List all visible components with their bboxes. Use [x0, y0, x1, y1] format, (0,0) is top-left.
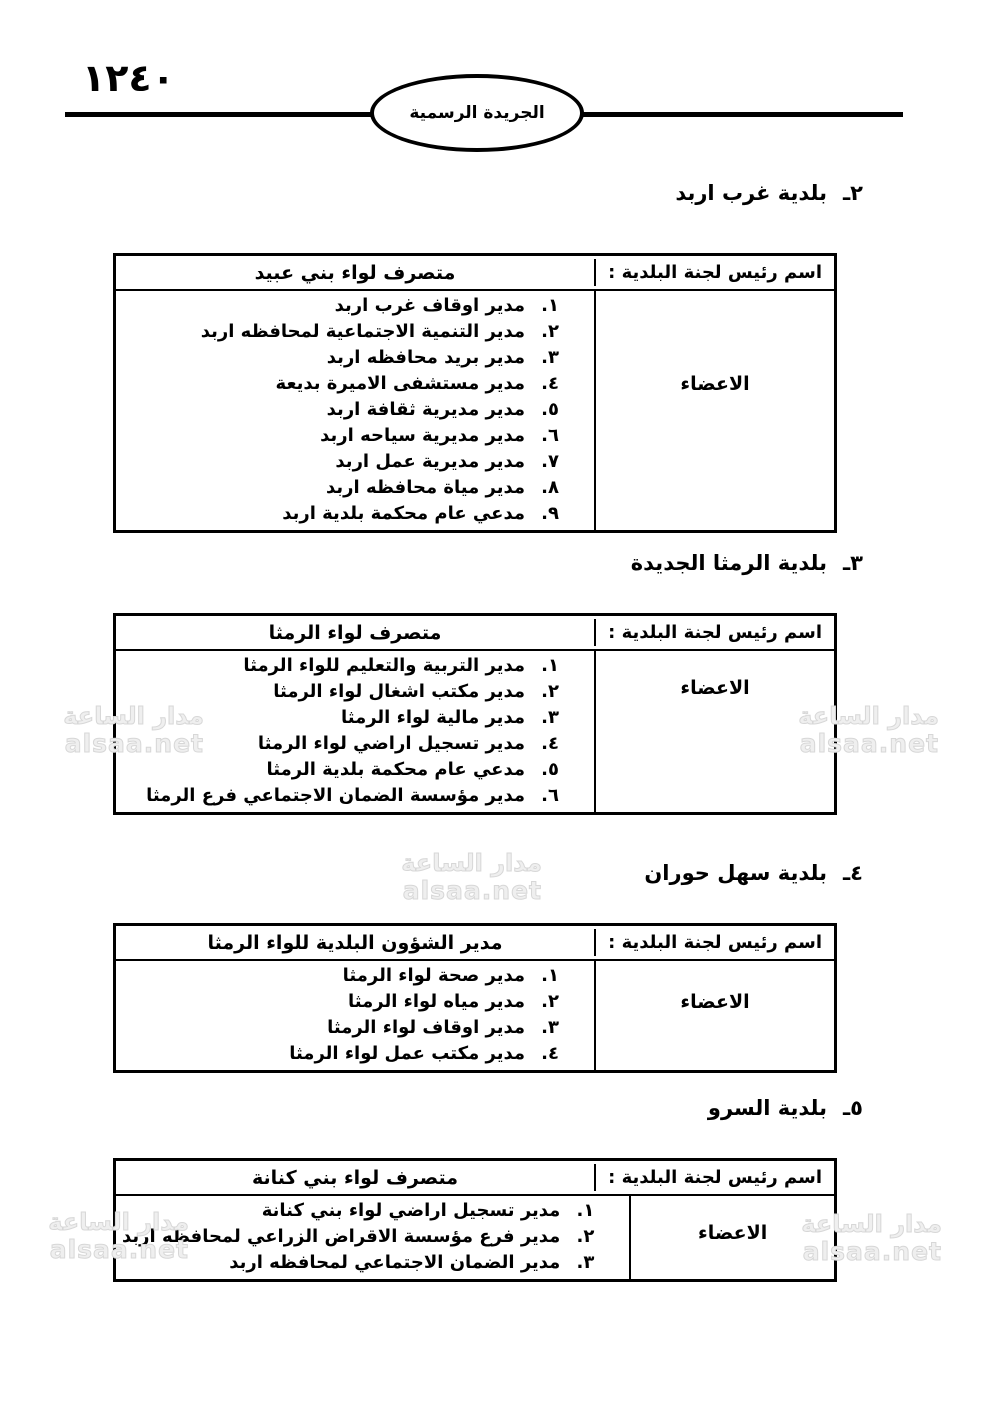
- watermark: مدار الساعة alsaa.net: [801, 1210, 942, 1266]
- watermark: مدار الساعة alsaa.net: [48, 1208, 189, 1264]
- member-text: مدير التربية والتعليم للواء الرمثا: [243, 655, 525, 676]
- section-number: ٣ـ: [842, 551, 863, 575]
- section-heading-ramtha-jadida: [631, 551, 863, 575]
- member-item: [122, 449, 559, 475]
- member-text: مدير مالية لواء الرمثا: [340, 707, 525, 728]
- member-item: [122, 679, 559, 705]
- table-body-row: [116, 1196, 834, 1279]
- chairman-value: متصرف لواء الرمثا: [268, 621, 442, 644]
- member-number: ٦.: [541, 785, 559, 806]
- member-item: [122, 345, 559, 371]
- member-number: ٤.: [541, 1043, 559, 1064]
- member-text: مدير مياه لواء الرمثا: [348, 991, 525, 1012]
- members-label: الاعضاء: [594, 961, 834, 1070]
- chairman-value: مدير الشؤون البلدية للواء الرمثا: [207, 931, 503, 954]
- table-ramtha-jadida: [113, 613, 837, 815]
- member-number: ٢.: [541, 991, 559, 1012]
- member-number: ٤.: [541, 373, 559, 394]
- member-text: مدير تسجيل اراضي لواء الرمثا: [257, 733, 525, 754]
- member-item: [122, 1224, 594, 1250]
- chairman-label: اسم رئيس لجنة البلدية :: [594, 929, 834, 956]
- table-body-row: [116, 961, 834, 1070]
- section-title: بلدية الرمثا الجديدة: [630, 551, 827, 575]
- member-number: ٢.: [541, 681, 559, 702]
- section-heading-west-irbid: [675, 181, 863, 205]
- table-header-row: [116, 926, 834, 961]
- member-number: ٧.: [541, 451, 559, 472]
- member-text: مدير فرع مؤسسة الاقراض الزراعي لمحافظه اربد: [122, 1226, 561, 1247]
- member-item: [122, 293, 559, 319]
- watermark: مدار الساعة alsaa.net: [401, 849, 542, 905]
- page-number: ١٢٤٠: [82, 56, 175, 100]
- section-number: ٥ـ: [842, 1096, 863, 1120]
- member-item: [122, 705, 559, 731]
- member-number: ٣.: [541, 707, 559, 728]
- chairman-label: اسم رئيس لجنة البلدية :: [594, 259, 834, 286]
- member-text: مدير تسجيل اراضي لواء بني كنانة: [261, 1200, 561, 1221]
- member-item: [122, 475, 559, 501]
- member-number: ١.: [541, 655, 559, 676]
- watermark: مدار الساعة alsaa.net: [798, 702, 939, 758]
- watermark: مدار الساعة alsaa.net: [63, 702, 204, 758]
- member-text: مدير صحة لواء الرمثا: [342, 965, 525, 986]
- member-text: مدعي عام محكمة بلدية اربد: [282, 503, 525, 524]
- member-item: [122, 423, 559, 449]
- section-heading-saro: [708, 1096, 863, 1120]
- member-number: ٢.: [541, 321, 559, 342]
- member-number: ٩.: [541, 503, 559, 524]
- table-west-irbid: [113, 253, 837, 533]
- member-number: ٥.: [541, 759, 559, 780]
- member-text: مدير الضمان الاجتماعي لمحافظه اربد: [229, 1252, 561, 1273]
- member-text: مدير بريد محافظه اربد: [326, 347, 525, 368]
- member-number: ٥.: [541, 399, 559, 420]
- member-item: [122, 319, 559, 345]
- member-text: مدير التنمية الاجتماعية لمحافظه اربد: [200, 321, 525, 342]
- member-item: [122, 1198, 594, 1224]
- chairman-label: اسم رئيس لجنة البلدية :: [594, 619, 834, 646]
- member-item: [122, 397, 559, 423]
- table-saro: [113, 1158, 837, 1282]
- members-list: [116, 291, 594, 530]
- members-list: [116, 961, 594, 1070]
- chairman-label: اسم رئيس لجنة البلدية :: [594, 1164, 834, 1191]
- gazette-title: الجريدة الرسمية: [409, 103, 545, 123]
- member-text: مدير مكتب اشغال لواء الرمثا: [273, 681, 525, 702]
- member-number: ١.: [541, 295, 559, 316]
- members-list: [116, 1196, 629, 1279]
- member-number: ١.: [541, 965, 559, 986]
- member-text: مدير مديرية عمل اربد: [335, 451, 525, 472]
- member-item: [122, 783, 559, 809]
- section-title: بلدية غرب اربد: [675, 181, 827, 205]
- member-item: [122, 989, 559, 1015]
- member-number: ٦.: [541, 425, 559, 446]
- member-text: مدير مستشفى الاميرة بديعة: [275, 373, 525, 394]
- section-title: بلدية سهل حوران: [644, 861, 827, 885]
- member-number: ٣.: [576, 1252, 595, 1273]
- member-item: [122, 371, 559, 397]
- member-item: [122, 1015, 559, 1041]
- table-header-row: [116, 616, 834, 651]
- chairman-value: متصرف لواء بني عبيد: [254, 261, 456, 284]
- table-sahl-horan: [113, 923, 837, 1073]
- member-item: [122, 757, 559, 783]
- member-item: [122, 963, 559, 989]
- section-title: بلدية السرو: [707, 1096, 827, 1120]
- member-item: [122, 653, 559, 679]
- members-label: الاعضاء: [594, 651, 834, 812]
- member-number: ٤.: [541, 733, 559, 754]
- member-item: [122, 1250, 594, 1276]
- member-text: مدير مؤسسة الضمان الاجتماعي فرع الرمثا: [146, 785, 525, 806]
- member-text: مدير مديرية سياحه اربد: [320, 425, 525, 446]
- member-number: ٢.: [576, 1226, 595, 1247]
- member-item: [122, 1041, 559, 1067]
- member-text: مدعي عام محكمة بلدية الرمثا: [266, 759, 525, 780]
- member-text: مدير مياة محافظه اربد: [326, 477, 525, 498]
- table-body-row: [116, 291, 834, 530]
- table-header-row: [116, 1161, 834, 1196]
- member-number: ٣.: [541, 347, 559, 368]
- table-body-row: [116, 651, 834, 812]
- section-number: ٤ـ: [842, 861, 863, 885]
- section-heading-sahl-horan: [644, 861, 863, 885]
- member-number: ١.: [576, 1200, 595, 1221]
- members-list: [116, 651, 594, 812]
- member-text: مدير مكتب عمل لواء الرمثا: [289, 1043, 525, 1064]
- member-text: مدير مديرية ثقافة اربد: [326, 399, 525, 420]
- member-item: [122, 501, 559, 527]
- member-text: مدير اوقاف غرب اربد: [334, 295, 525, 316]
- section-number: ٢ـ: [842, 181, 863, 205]
- table-header-row: [116, 256, 834, 291]
- members-label: الاعضاء: [594, 291, 834, 530]
- member-number: ٣.: [541, 1017, 559, 1038]
- member-item: [122, 731, 559, 757]
- chairman-value: متصرف لواء بني كنانة: [252, 1166, 458, 1189]
- member-number: ٨.: [541, 477, 559, 498]
- members-label: الاعضاء: [629, 1196, 834, 1279]
- gazette-title-oval: [370, 74, 584, 152]
- member-text: مدير اوقاف لواء الرمثا: [327, 1017, 525, 1038]
